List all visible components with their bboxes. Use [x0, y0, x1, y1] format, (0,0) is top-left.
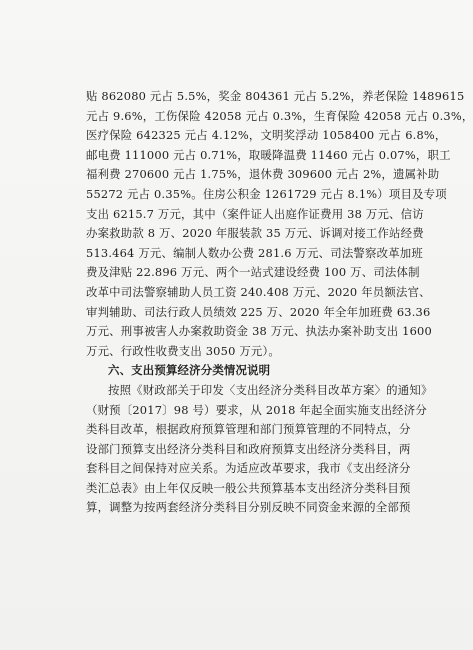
text-line: 福利费 270600 元占 1.75%，退休费 309600 元占 2%，遗属补助 [86, 167, 440, 182]
text-line: 办案救助款 8 万、2020 年服装款 35 万元、诉调对接工作站经费 [86, 226, 424, 241]
text-line: 元占 9.6%，工伤保险 42058 元占 0.3%，生育保险 42058 元占 0.3%， [86, 108, 473, 123]
paragraph-line: 类汇总表》由上年仅反映一般公共预算基本支出经济分类科目预 [86, 480, 411, 495]
text-line: 医疗保险 642325 元占 4.12%，文明奖浮动 1058400 元占 6.8%， [86, 128, 447, 143]
text-line: 513.464 万元、编制人数办公费 281.6 万元、司法警察改革加班 [86, 245, 423, 260]
text-line: 贴 862080 元占 5.5%，奖金 804361 元占 5.2%，养老保险 1489615 [86, 89, 465, 103]
document-body [86, 87, 473, 518]
text-line: 费及津贴 22.896 万元、两个一站式建设经费 100 万、司法体制 [86, 265, 420, 280]
paragraph-line: 按照《财政部关于印发〈支出经济分类科目改革方案〉的通知》 [108, 382, 433, 397]
text-line: 55272 元占 0.35%。住房公积金 1261729 元占 8.1%）项目及专项 [86, 186, 447, 201]
text-line: 邮电费 111000 元占 0.71%，取暖降温费 11460 元占 0.07%，职工 [86, 147, 451, 162]
paragraph-line: 设部门预算支出经济分类科目和政府预算支出经济分类科目，两 [86, 441, 411, 456]
paragraph-line: 算，调整为按两套经济分类科目分别反映不同资金来源的全部预 [86, 500, 411, 515]
text-line: 支出 6215.7 万元，其中（案件证人出庭作证费用 38 万元、信访 [86, 206, 424, 221]
section-heading: 六、支出预算经济分类情况说明 [108, 363, 271, 378]
text-line: 万元、行政性收费支出 3050 万元）。 [86, 343, 280, 358]
text-line: 万元、刑事被害人办案救助资金 38 万元、执法办案补助支出 1600 [86, 324, 432, 339]
text-line: 改革中司法警察辅助人员工资 240.408 万元、2020 年员额法官、 [86, 284, 431, 299]
text-line: 审判辅助、司法行政人员绩效 225 万、2020 年全年加班费 63.36 [86, 304, 431, 319]
paragraph-line: （财预〔2017〕98 号）要求，从 2018 年起全面实施支出经济分 [86, 402, 427, 417]
paragraph-line: 套科目之间保持对应关系。为适应改革要求，我市《支出经济分 [86, 461, 411, 476]
paragraph-line: 类科目改革，根据政府预算管理和部门预算管理的不同特点，分 [86, 422, 411, 437]
